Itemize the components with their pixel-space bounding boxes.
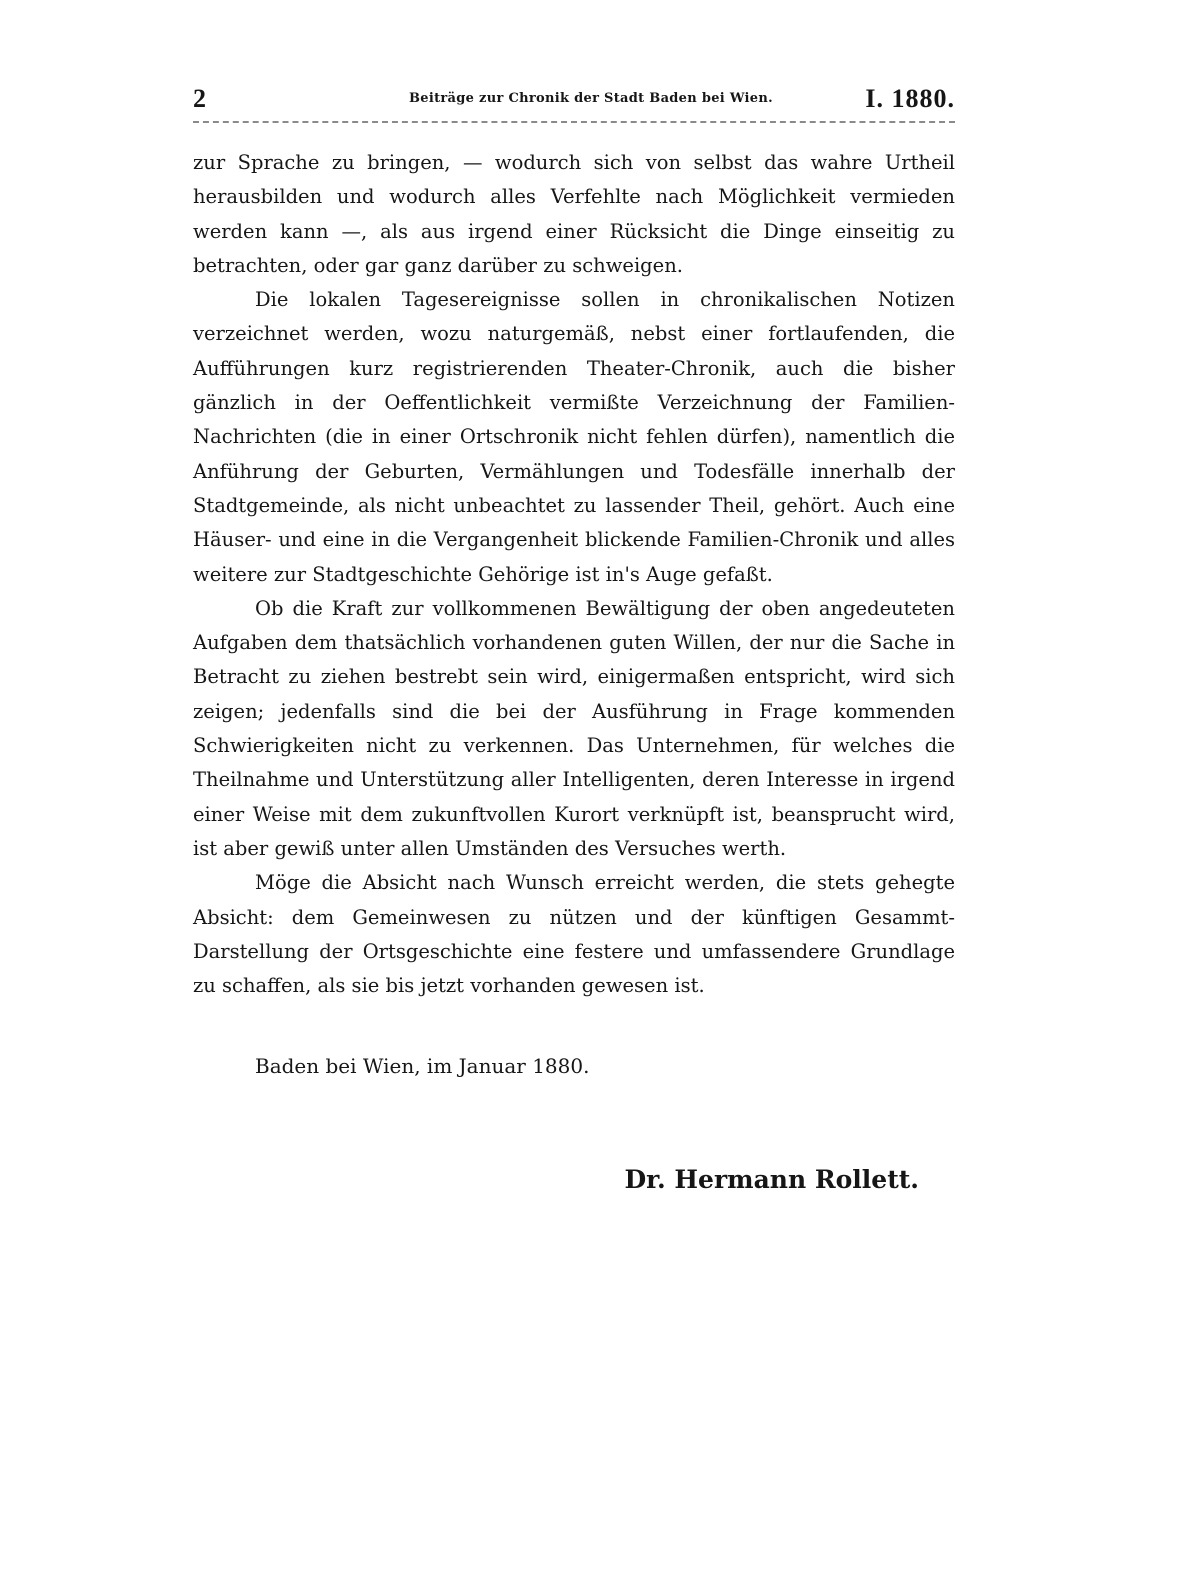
running-title: Beiträge zur Chronik der Stadt Baden bei Wien. <box>409 91 773 106</box>
paragraph-3: Ob die Kraft zur vollkommenen Bewältigung der oben angedeuteten Aufgaben dem thatsächlich vorhandenen guten Willen, der nur die Sache in Betracht zu ziehen bestrebt sein wird, einigermaßen entspricht, wird sich zeigen; jedenfalls sind die bei der Ausführung in Frage kommenden Schwierigkeiten nicht zu verkennen. Das Unternehmen, für welches die Theilnahme und Unterstützung aller Intelligenten, deren Interesse in irgend einer Weise mit dem zukunftvollen Kurort verknüpft ist, beansprucht wird, ist aber gewiß unter allen Umständen des Versuches werth. <box>193 596 955 860</box>
paragraph-4: Möge die Absicht nach Wunsch erreicht werden, die stets gehegte Absicht: dem Gemeinwesen zu nützen und der künftigen Gesammt-Darstellung der Ortsgeschichte eine festere und umfassendere Grundlage zu schaffen, als sie bis jetzt vorhanden gewesen ist. <box>193 871 955 998</box>
dateline: Baden bei Wien, im Januar 1880. <box>255 1054 590 1078</box>
paragraph-2: Die lokalen Tagesereignisse sollen in chronikalischen Notizen verzeichnet werden, wozu naturgemäß, nebst einer fortlaufenden, die Aufführungen kurz registrierenden Theater-Chronik, auch die bisher gänzlich in der Oeffentlichkeit vermißte Verzeichnung der Familien-Nachrichten (die in einer Ortschronik nicht fehlen dürfen), namentlich die Anführung der Geburten, Vermählungen und Todesfälle innerhalb der Stadtgemeinde, als nicht unbeachtet zu lassender Theil, gehört. Auch eine Häuser- und eine in die Vergangenheit blickende Familien-Chronik und alles weitere zur Stadtgeschichte Gehörige ist in's Auge gefaßt. <box>193 288 955 586</box>
paragraph-1: zur Sprache zu bringen, — wodurch sich von selbst das wahre Urtheil herausbilden und wodurch alles Verfehlte nach Möglichkeit vermieden werden kann —, als aus irgend einer Rücksicht die Dinge einseitig zu betrachten, oder gar ganz darüber zu schweigen. <box>193 151 955 277</box>
page-number: 2 <box>193 84 206 113</box>
page-header <box>193 84 955 114</box>
volume-year: I. 1880. <box>865 84 955 113</box>
signature: Dr. Hermann Rollett. <box>624 1165 919 1194</box>
body-text <box>193 146 955 1003</box>
header-rule <box>193 121 955 123</box>
